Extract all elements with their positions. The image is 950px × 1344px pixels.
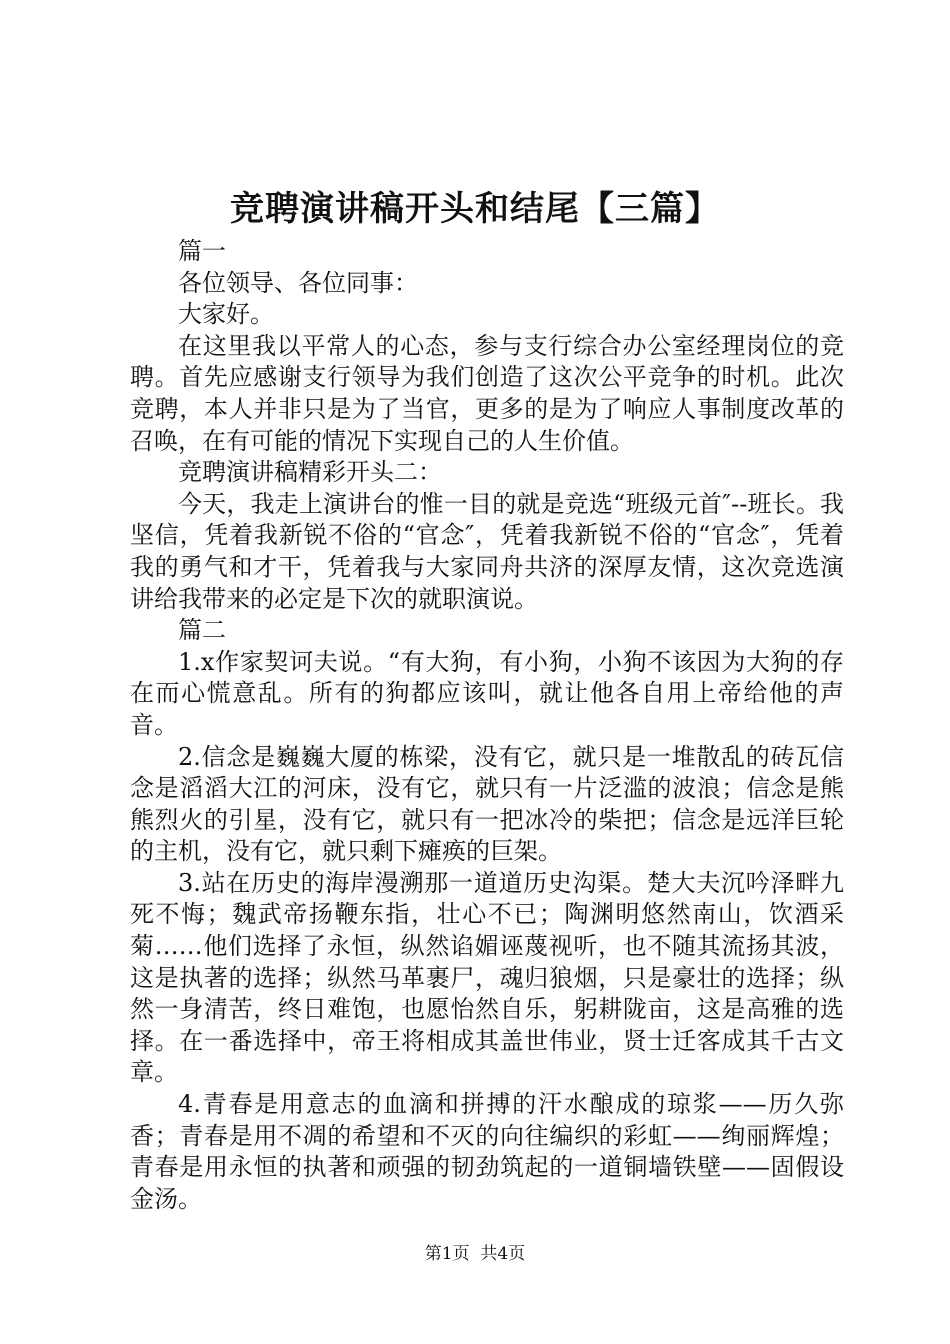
paragraph-campaign: 今天，我走上演讲台的惟一目的就是竞选“班级元首″--班长。我坚信，凭着我新锐不俗的“官念″，凭着我新锐不俗的“官念″，凭着我的勇气和才干，凭着我与大家同舟共济的深厚友情，这次竞选演讲给我带来的必定是下次的就职演说。 [130, 489, 844, 613]
list-item-1: 1.x作家契诃夫说。“有大狗，有小狗，小狗不该因为大狗的存在而心慌意乱。所有的狗都应该叫，就让他各自用上帝给他的声音。 [130, 647, 844, 739]
paragraph-opening: 在这里我以平常人的心态，参与支行综合办公室经理岗位的竞聘。首先应感谢支行领导为我们创造了这次公平竞争的时机。此次竞聘，本人并非只是为了当官，更多的是为了响应人事制度改革的召唤，在有可能的情况下实现自己的人生价值。 [130, 331, 844, 455]
footer-spacer [470, 1244, 481, 1264]
section-heading-1: 篇一 [178, 237, 226, 265]
document-body [130, 236, 844, 1215]
subheading-opening-two: 竞聘演讲稿精彩开头二： [178, 458, 442, 487]
page-total: 共4页 [480, 1244, 526, 1264]
list-item-4: 4.青春是用意志的血滴和拼搏的汗水酿成的琼浆——历久弥香；青春是用不凋的希望和不灭的向往编织的彩虹——绚丽辉煌；青春是用永恒的执著和顽强的韧劲筑起的一道铜墙铁壁——固假设金汤。 [130, 1090, 844, 1213]
section-heading-2: 篇二 [178, 616, 226, 645]
salutation: 各位领导、各位同事： [178, 268, 418, 297]
list-item-2: 2.信念是巍巍大厦的栋梁，没有它，就只是一堆散乱的砖瓦信念是滔滔大江的河床，没有它，就只有一片泛滥的波浪；信念是熊熊烈火的引星，没有它，就只有一把冰冷的柴把；信念是远洋巨轮的主机，没有它，就只剩下瘫痪的巨架。 [130, 742, 844, 866]
greeting: 大家好。 [178, 300, 274, 329]
page-footer [0, 1242, 950, 1266]
document-title: 竞聘演讲稿开头和结尾【三篇】 [230, 189, 720, 229]
page-number: 第1页 [424, 1244, 470, 1264]
list-item-3: 3.站在历史的海岸漫溯那一道道历史沟渠。楚大夫沉吟泽畔九死不悔；魏武帝扬鞭东指，壮心不已；陶渊明悠然南山，饮酒采菊……他们选择了永恒，纵然谄媚诬蔑视听，也不随其流扬其波，这是执著的选择；纵然马革裹尸，魂归狼烟，只是豪壮的选择；纵然一身清苦，终日难饱，也愿怡然自乐，躬耕陇亩，这是高雅的选择。在一番选择中，帝王将相成其盖世伟业，贤士迁客成其千古文章。 [130, 868, 844, 1087]
